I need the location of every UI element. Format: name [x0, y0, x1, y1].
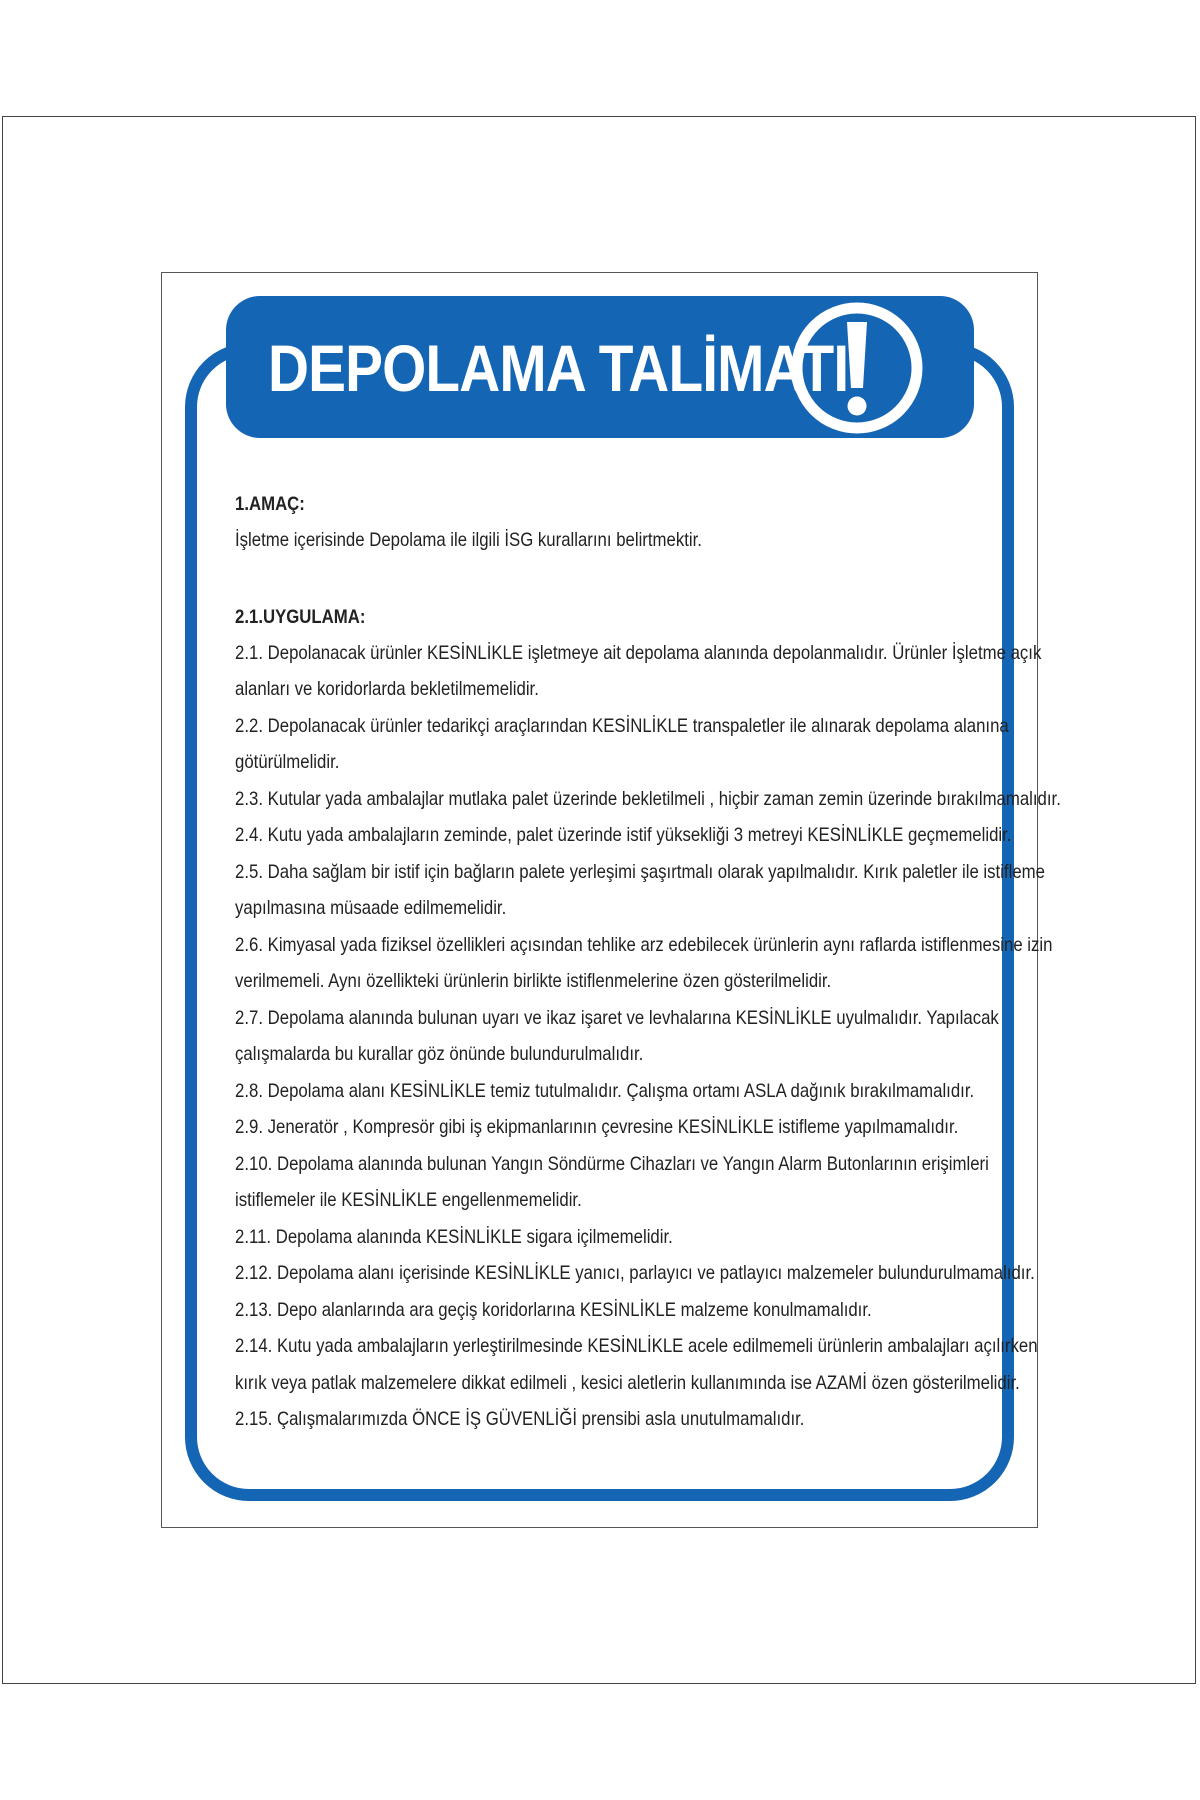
rule-line: 2.9. Jeneratör , Kompresör gibi iş ekipmanlarının çevresine KESİNLİKLE istifleme yapılmamalıdır. — [235, 1116, 959, 1138]
section-spacer — [235, 559, 975, 599]
rule-line: 2.7. Depolama alanında bulunan uyarı ve ikaz işaret ve levhalarına KESİNLİKLE uyulmalıdır. Yapılacak — [235, 1006, 999, 1029]
rule-line: kırık veya patlak malzemelere dikkat edilmeli , kesici aletlerin kullanımında ise AZAMİ özen gösterilmelidir. — [235, 1371, 1020, 1394]
rule-line: 2.6. Kimyasal yada fiziksel özellikleri açısından tehlike arz edebilecek ürünlerin aynı raflarda istiflenmesine izin — [235, 933, 1053, 956]
rule-line: 2.5. Daha sağlam bir istif için bağların palete yerleşimi şaşırtmalı olarak yapılmalıdır. Kırık paletler ile istifleme — [235, 860, 1045, 883]
header-banner — [226, 296, 974, 438]
page-title: DEPOLAMA TALİMATI — [268, 331, 849, 405]
rule-line: yapılmasına müsaade edilmemelidir. — [235, 897, 507, 919]
rule-line: 2.4. Kutu yada ambalajların zeminde, palet üzerinde istif yüksekliği 3 metreyi KESİNLİKLE geçmemelidir. — [235, 824, 1012, 846]
rule-line: 2.11. Depolama alanında KESİNLİKLE sigara içilmemelidir. — [235, 1225, 673, 1248]
rule-line: 2.1. Depolanacak ürünler KESİNLİKLE işletmeye ait depolama alanında depolanmalıdır. Ürünler İşletme açık — [235, 641, 1042, 664]
rule-line: 2.3. Kutular yada ambalajlar mutlaka palet üzerinde bekletilmeli , hiçbir zaman zemin üzerinde bırakılmamalıdır. — [235, 787, 1061, 810]
purpose-heading: 1.AMAÇ: — [235, 493, 305, 515]
rule-line: 2.15. Çalışmalarımızda ÖNCE İŞ GÜVENLİĞİ prensibi asla unutulmamalıdır. — [235, 1408, 805, 1430]
rule-line: 2.2. Depolanacak ürünler tedarikçi araçlarından KESİNLİKLE transpaletler ile alınarak depolama alanına — [235, 714, 1009, 737]
rule-line: istiflemeler ile KESİNLİKLE engellenmemelidir. — [235, 1189, 582, 1211]
rule-line: çalışmalarda bu kurallar göz önünde bulundurulmalıdır. — [235, 1043, 644, 1065]
purpose-lines — [235, 522, 975, 559]
application-lines — [235, 635, 1061, 1438]
rule-line: 2.10. Depolama alanında bulunan Yangın Söndürme Cihazları ve Yangın Alarm Butonlarının erişimleri — [235, 1152, 989, 1175]
exclamation-circle-icon — [779, 296, 935, 438]
rule-line: verilmemeli. Aynı özellikteki ürünlerin birlikte istiflenmelerine özen gösterilmelidir. — [235, 970, 832, 992]
rule-line: 2.13. Depo alanlarında ara geçiş koridorlarına KESİNLİKLE malzeme konulmamalıdır. — [235, 1298, 872, 1321]
application-heading: 2.1.UYGULAMA: — [235, 605, 366, 628]
rule-line: 2.14. Kutu yada ambalajların yerleştirilmesinde KESİNLİKLE acele edilmemeli ürünlerin ambalajları açılırken — [235, 1335, 1038, 1357]
rule-line: götürülmelidir. — [235, 751, 340, 773]
rule-line: 2.12. Depolama alanı içerisinde KESİNLİKLE yanıcı, parlayıcı ve patlayıcı malzemeler bulundurulmamalıdır. — [235, 1262, 1035, 1284]
purpose-line: İşletme içerisinde Depolama ile ilgili İSG kurallarını belirtmektir. — [235, 529, 702, 551]
instruction-content — [235, 486, 1061, 1438]
rule-line: 2.8. Depolama alanı KESİNLİKLE temiz tutulmalıdır. Çalışma ortamı ASLA dağınık bırakılmamalıdır. — [235, 1079, 975, 1102]
rule-line: alanları ve koridorlarda bekletilmemelidir. — [235, 678, 539, 700]
